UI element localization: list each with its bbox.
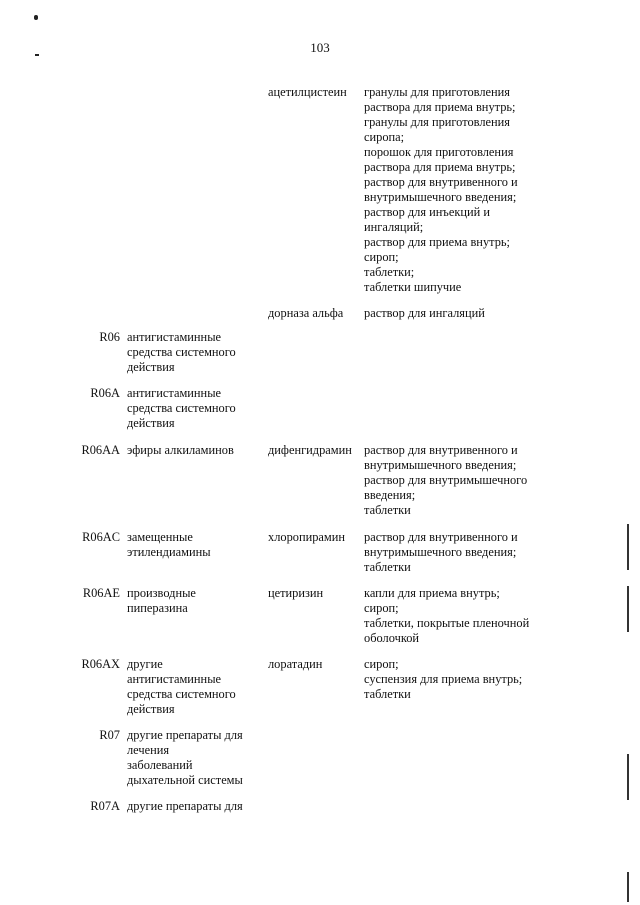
dosage-form-line: таблетки; — [364, 265, 415, 279]
dosage-form-line: раствор для инъекций и — [364, 205, 490, 219]
dosage-form-line: сироп; — [364, 601, 399, 615]
group-line: средства системного — [127, 687, 236, 701]
group-line: заболеваний — [127, 758, 193, 772]
anatomical-therapeutic-group — [127, 443, 262, 458]
group-line: антигистаминные — [127, 330, 222, 344]
dosage-form-line: раствора для приема внутрь; — [364, 100, 516, 114]
group-line: другие препараты для — [127, 728, 243, 742]
dosage-forms — [364, 657, 554, 702]
anatomical-therapeutic-group — [127, 728, 262, 788]
dosage-form-line: таблетки шипучие — [364, 280, 462, 294]
dosage-form-line: раствор для внутривенного и — [364, 530, 518, 544]
atc-code: R06A — [90, 386, 120, 400]
dosage-form-line: раствор для приема внутрь; — [364, 235, 510, 249]
dosage-form-line: таблетки — [364, 560, 411, 574]
atc-code: R06 — [99, 330, 120, 344]
dosage-form-line: раствора для приема внутрь; — [364, 160, 516, 174]
group-line: дыхательной системы — [127, 773, 243, 787]
group-line: антигистаминные — [127, 386, 222, 400]
dosage-form-line: сиропа; — [364, 130, 405, 144]
atc-code: R07A — [90, 799, 120, 813]
group-line: средства системного — [127, 345, 236, 359]
drug-name: цетиризин — [268, 586, 324, 600]
dosage-forms — [364, 306, 554, 321]
scan-edge-line — [627, 872, 629, 902]
anatomical-therapeutic-group — [127, 330, 262, 375]
drug-name: хлоропирамин — [268, 530, 346, 544]
anatomical-therapeutic-group — [127, 386, 262, 431]
dosage-form-line: капли для приема внутрь; — [364, 586, 500, 600]
scan-edge-line — [627, 524, 629, 570]
scan-edge-line — [627, 586, 629, 632]
group-line: замещенные — [127, 530, 193, 544]
group-line: действия — [127, 702, 175, 716]
drug-name: лоратадин — [268, 657, 323, 671]
group-line: пиперазина — [127, 601, 188, 615]
group-line: другие — [127, 657, 163, 671]
page-number: 103 — [310, 40, 330, 55]
dosage-form-line: ингаляций; — [364, 220, 424, 234]
dosage-form-line: порошок для приготовления — [364, 145, 514, 159]
atc-code: R06AE — [82, 586, 120, 600]
dosage-form-line: гранулы для приготовления — [364, 115, 510, 129]
scan-edge-line — [627, 754, 629, 800]
drug-name: дорназа альфа — [268, 306, 344, 320]
dosage-form-line: гранулы для приготовления — [364, 85, 510, 99]
group-line: лечения — [127, 743, 170, 757]
dosage-form-line: таблетки — [364, 503, 411, 517]
dosage-form-line: введения; — [364, 488, 416, 502]
dosage-form-line: внутримышечного введения; — [364, 458, 517, 472]
dosage-form-line: оболочкой — [364, 631, 420, 645]
dosage-form-line: раствор для внутривенного и — [364, 443, 518, 457]
dosage-form-line: таблетки, покрытые пленочной — [364, 616, 530, 630]
atc-code: R06AX — [81, 657, 120, 671]
dosage-form-line: раствор для внутривенного и — [364, 175, 518, 189]
scan-mark-dot — [34, 15, 38, 20]
group-line: действия — [127, 360, 175, 374]
atc-code: R07 — [99, 728, 120, 742]
dosage-form-line: раствор для ингаляций — [364, 306, 485, 320]
dosage-forms — [364, 586, 554, 646]
anatomical-therapeutic-group — [127, 530, 262, 560]
dosage-form-line: таблетки — [364, 687, 411, 701]
group-line: производные — [127, 586, 196, 600]
anatomical-therapeutic-group — [127, 657, 262, 717]
dosage-form-line: сироп; — [364, 657, 399, 671]
anatomical-therapeutic-group — [127, 586, 262, 616]
group-line: эфиры алкиламинов — [127, 443, 234, 457]
dosage-form-line: сироп; — [364, 250, 399, 264]
group-line: средства системного — [127, 401, 236, 415]
dosage-form-line: раствор для внутримышечного — [364, 473, 528, 487]
dosage-form-line: суспензия для приема внутрь; — [364, 672, 523, 686]
dosage-forms — [364, 530, 554, 575]
group-line: этилендиамины — [127, 545, 211, 559]
dosage-form-line: внутримышечного введения; — [364, 545, 517, 559]
drug-name: дифенгидрамин — [268, 443, 352, 457]
group-line: антигистаминные — [127, 672, 222, 686]
anatomical-therapeutic-group — [127, 799, 262, 814]
dosage-forms — [364, 85, 554, 295]
atc-code: R06AA — [81, 443, 120, 457]
group-line: действия — [127, 416, 175, 430]
dosage-form-line: внутримышечного введения; — [364, 190, 517, 204]
drug-name: ацетилцистеин — [268, 85, 347, 99]
atc-code: R06AC — [82, 530, 120, 544]
dosage-forms — [364, 443, 554, 518]
group-line: другие препараты для — [127, 799, 243, 813]
